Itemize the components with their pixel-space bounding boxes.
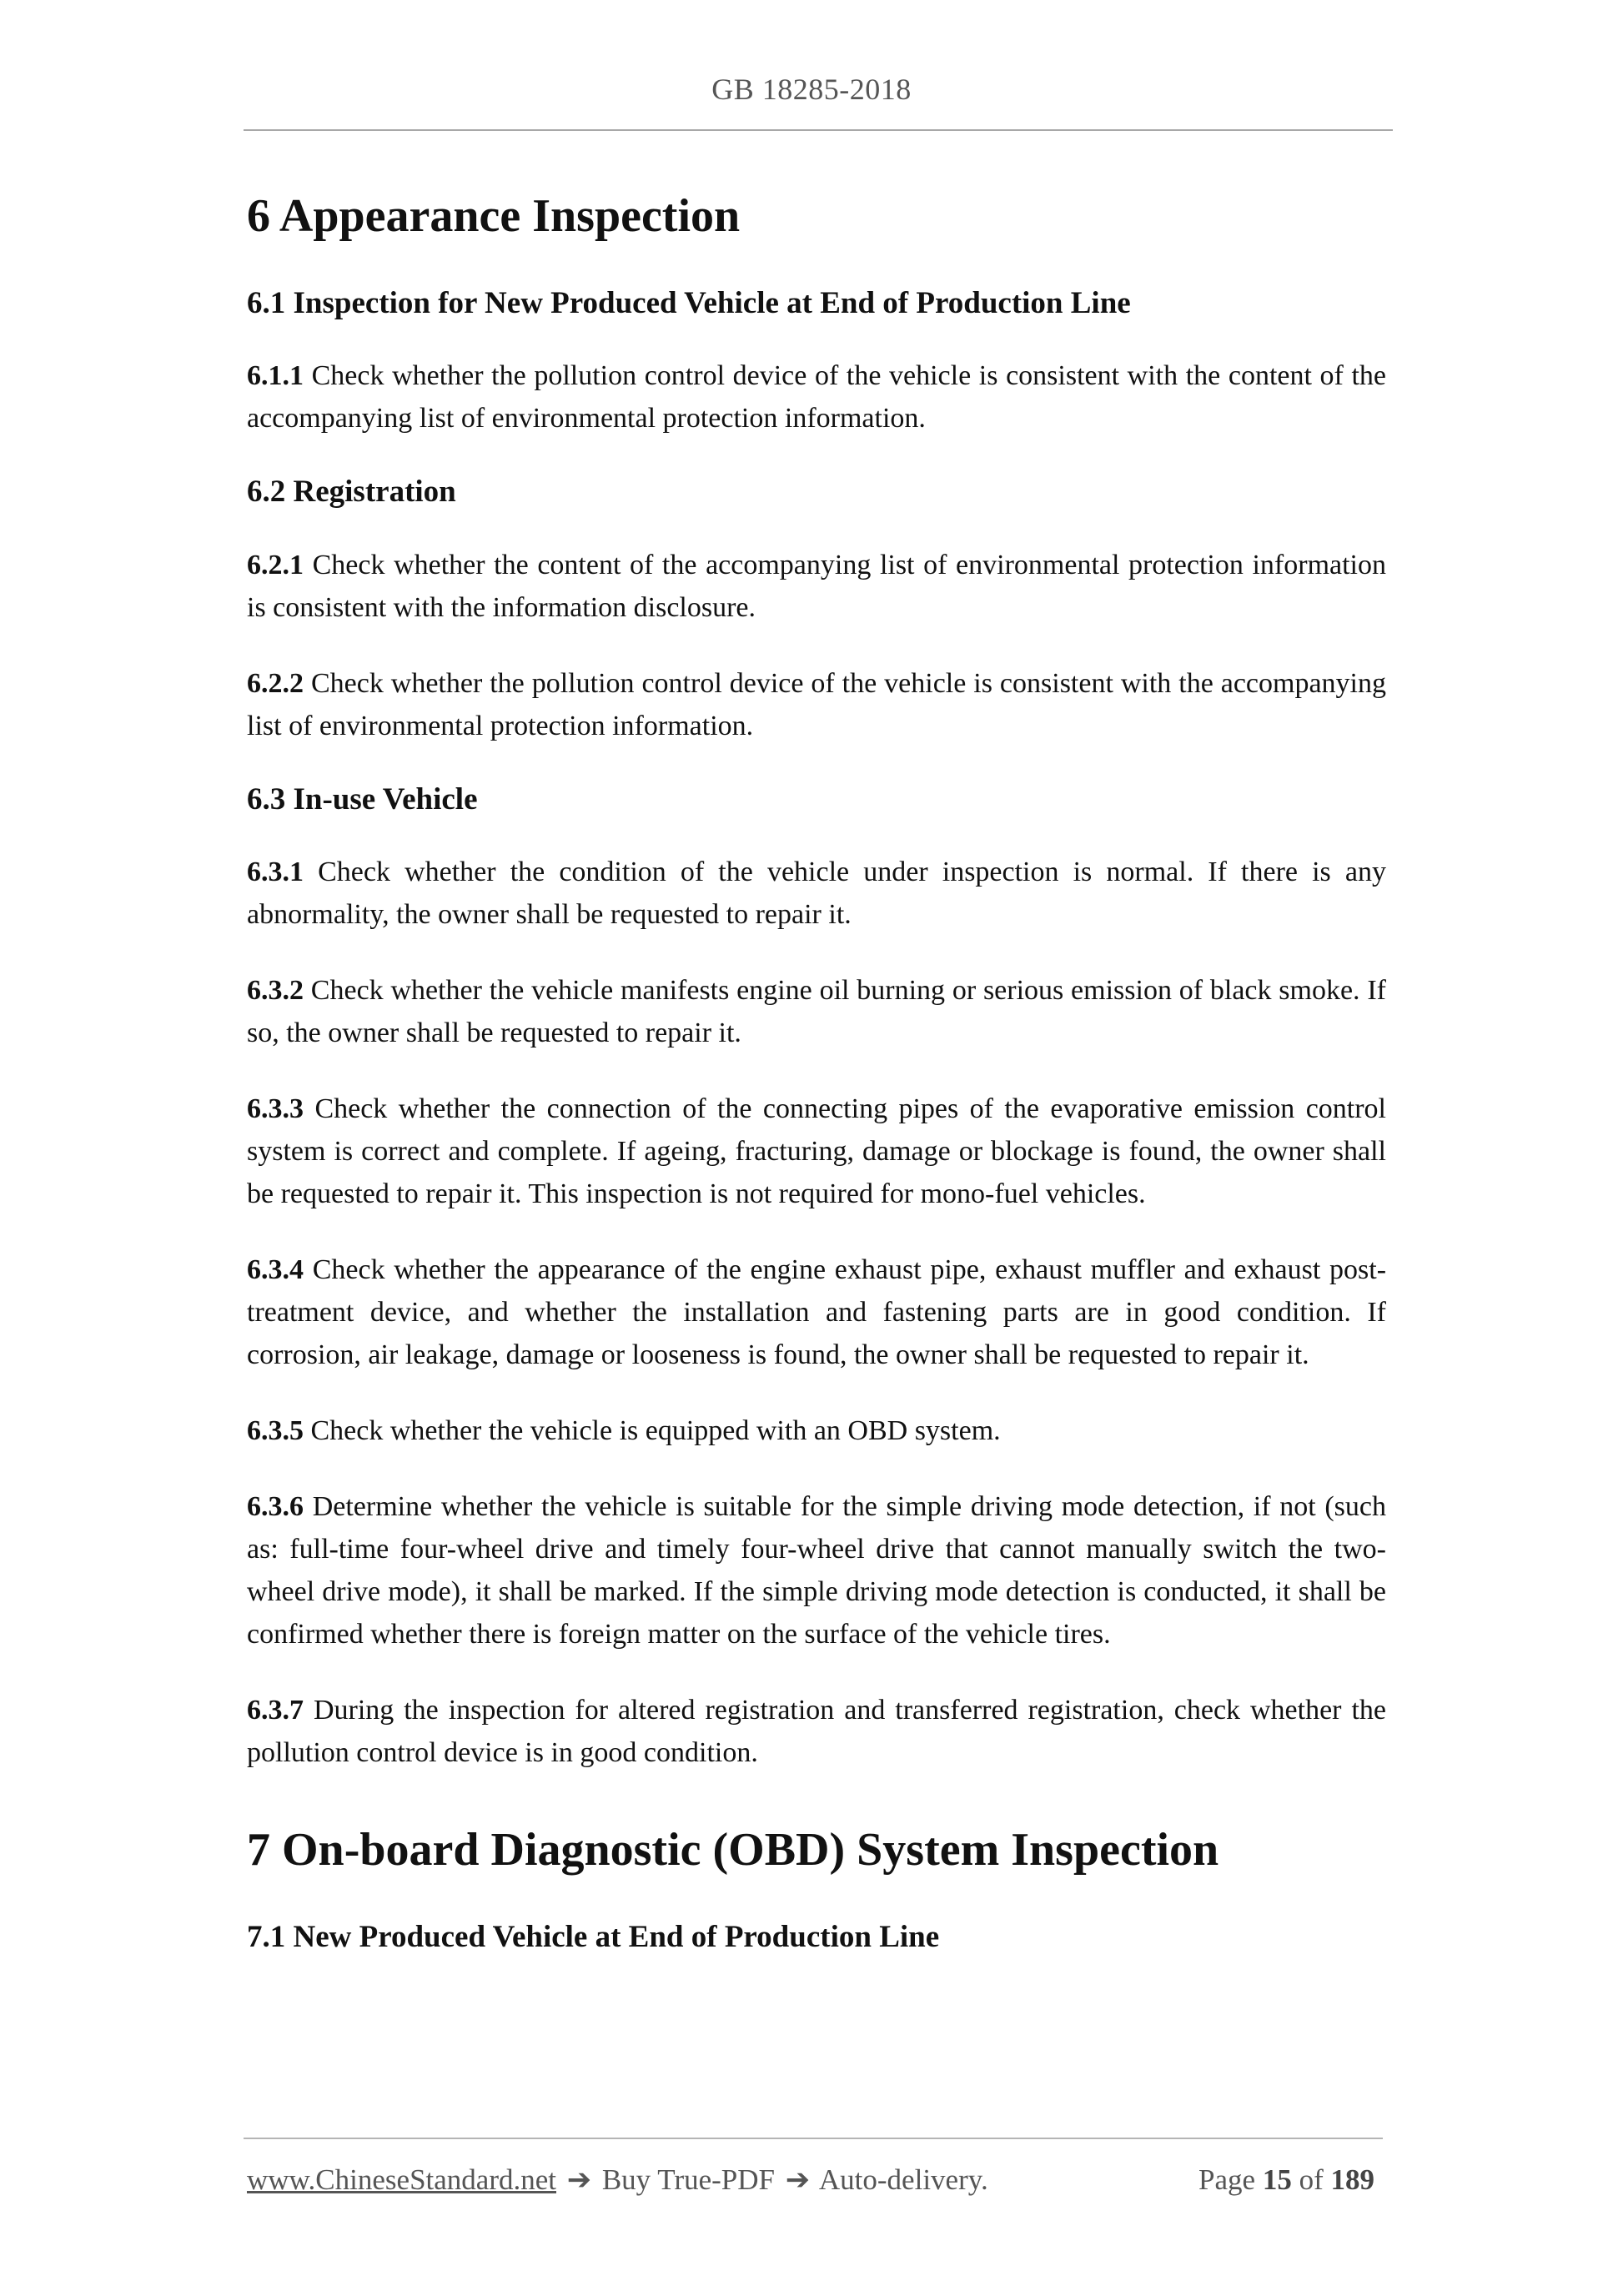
total-pages: 189 (1330, 2163, 1374, 2196)
clause-number: 6.3.5 (247, 1414, 304, 1446)
subsection-heading-6-1: 6.1 Inspection for New Produced Vehicle at End of Production Line (247, 286, 1131, 321)
delivery-text: Auto-delivery. (818, 2163, 988, 2196)
arrow-right-icon: ➔ (785, 2163, 811, 2196)
clause-number: 6.3.1 (247, 856, 304, 887)
page-counter (1198, 2163, 1374, 2197)
clause-text: Check whether the connection of the connecting pipes of the evaporative emission control system is correct and complete. If ageing, fracturing, damage or blockage is found, the owner shall be requested to repair it. This inspection is not required for mono-fuel vehicles. (247, 1093, 1387, 1209)
section-heading-7: 7 On-board Diagnostic (OBD) System Inspection (247, 1823, 1219, 1876)
arrow-right-icon: ➔ (566, 2163, 592, 2196)
buy-text: Buy True-PDF (601, 2163, 775, 2196)
clause-text: Check whether the content of the accompanying list of environmental protection information is consistent with the information disclosure. (247, 549, 1386, 623)
clause-6-3-4 (247, 1248, 1386, 1376)
clause-number: 6.3.4 (247, 1254, 304, 1285)
clause-text: Check whether the appearance of the engine exhaust pipe, exhaust muffler and exhaust post-treatment device, and whether the installation and fastening parts are in good condition. If corrosion, air leakage, damage or looseness is found, the owner shall be requested to repair it. (247, 1254, 1387, 1370)
clause-text: Determine whether the vehicle is suitable for the simple driving mode detection, if not (such as: full-time four-wheel drive and timely four-wheel drive that cannot manually switch the two-wheel drive mode), it shall be marked. If the simple driving mode detection is conducted, it shall be confirmed whether there is foreign matter on the surface of the vehicle tires. (247, 1490, 1386, 1650)
site-link[interactable]: www.ChineseStandard.net (247, 2163, 556, 2196)
page-word: Page (1198, 2163, 1256, 2196)
subsection-heading-6-2: 6.2 Registration (247, 475, 456, 510)
subsection-heading-6-3: 6.3 In-use Vehicle (247, 781, 478, 816)
header-divider (244, 129, 1393, 131)
clause-number: 6.3.2 (247, 974, 304, 1006)
clause-number: 6.2.2 (247, 667, 304, 699)
clause-6-3-6 (247, 1485, 1386, 1655)
of-word: of (1299, 2163, 1324, 2196)
clause-6-2-1 (247, 544, 1386, 629)
running-header: GB 18285-2018 (711, 73, 912, 106)
clause-6-1-1 (247, 354, 1386, 440)
clause-text: Check whether the pollution control device of the vehicle is consistent with the content of the accompanying list of environmental protection information. (247, 360, 1387, 435)
clause-6-3-7 (247, 1689, 1386, 1774)
clause-6-3-1 (247, 851, 1386, 936)
clause-6-3-5 (247, 1409, 1386, 1452)
page-content (247, 188, 1386, 1988)
clause-text: Check whether the vehicle manifests engine oil burning or serious emission of black smoke. If so, the owner shall be requested to repair it. (247, 974, 1386, 1048)
clause-text: Check whether the pollution control device of the vehicle is consistent with the accompanying list of environmental protection information. (247, 667, 1387, 741)
section-heading-6: 6 Appearance Inspection (247, 190, 741, 242)
clause-text: During the inspection for altered registration and transferred registration, check whether the pollution control device is in good condition. (247, 1694, 1386, 1768)
clause-number: 6.3.3 (247, 1093, 304, 1124)
page-number: 15 (1262, 2163, 1292, 2196)
clause-6-3-2 (247, 969, 1386, 1054)
clause-text: Check whether the vehicle is equipped with an OBD system. (310, 1414, 1001, 1446)
clause-6-2-2 (247, 662, 1386, 747)
clause-number: 6.3.6 (247, 1490, 304, 1522)
clause-6-3-3 (247, 1088, 1386, 1215)
clause-number: 6.1.1 (247, 360, 304, 392)
clause-number: 6.2.1 (247, 549, 304, 580)
clause-text: Check whether the condition of the vehicle under inspection is normal. If there is any abnormality, the owner shall be requested to repair it. (247, 856, 1386, 930)
footer-promo (247, 2163, 988, 2197)
clause-number: 6.3.7 (247, 1694, 304, 1726)
subsection-heading-7-1: 7.1 New Produced Vehicle at End of Production Line (247, 1920, 940, 1955)
footer-divider (244, 2138, 1383, 2139)
